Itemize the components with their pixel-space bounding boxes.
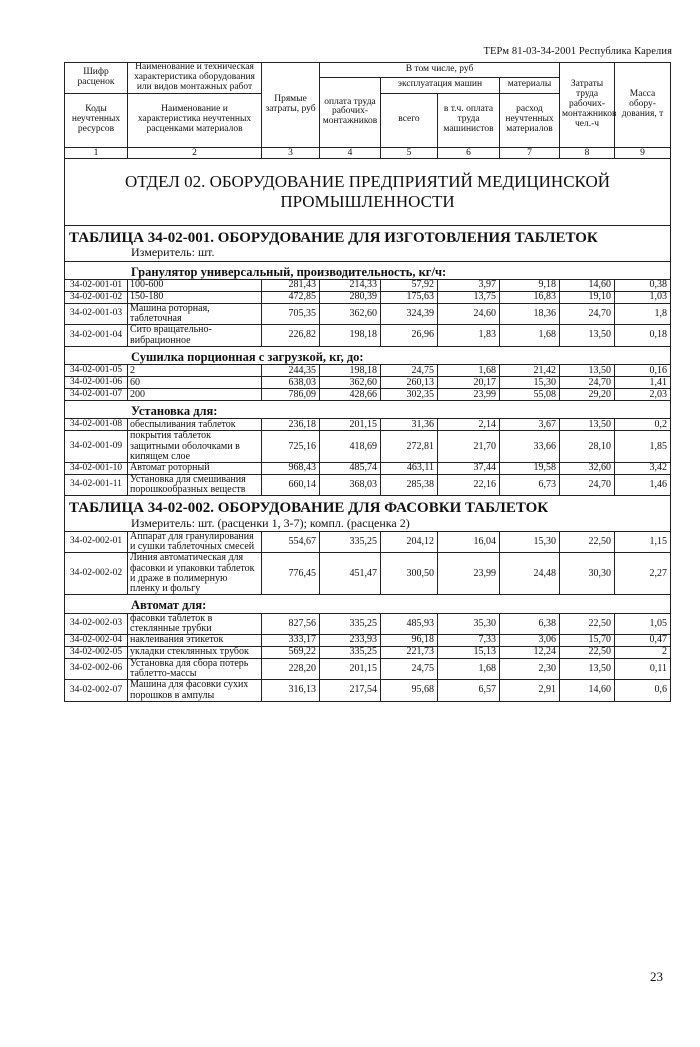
cell-name: Установка для смешивания порошкообразных веществ [128, 475, 262, 496]
table-row [65, 377, 671, 389]
cell-labor-cost: 30,30 [560, 553, 615, 595]
cell-machines-total: 24,75 [381, 658, 438, 679]
header-labor-costs: Затраты труда рабочих-монтажников чел.-ч [560, 63, 615, 148]
header-machines-labor: в т.ч. оплата труда машинистов [438, 93, 500, 147]
table-row [65, 365, 671, 377]
column-number: 1 [65, 147, 128, 158]
header-including: В том числе, руб [320, 63, 560, 78]
table2-unit: Измеритель: шт. (расценки 1, 3-7); компл. (расценка 2) [131, 515, 410, 530]
cell-machines-labor: 23,99 [438, 389, 500, 401]
cell-mass: 0,47 [615, 634, 671, 646]
cell-direct-cost: 316,13 [262, 680, 320, 701]
cell-materials: 3,06 [500, 634, 560, 646]
cell-machines-labor: 15,13 [438, 646, 500, 658]
cell-materials: 55,08 [500, 389, 560, 401]
cell-machines-labor: 37,44 [438, 463, 500, 475]
header-direct-costs: Прямые затраты, руб [262, 63, 320, 148]
cell-mass: 1,85 [615, 431, 671, 463]
cell-materials: 16,83 [500, 291, 560, 303]
table-row [65, 475, 671, 496]
cell-machines-labor: 23,99 [438, 553, 500, 595]
cell-code: 34-02-001-03 [65, 303, 128, 324]
column-number: 9 [615, 147, 671, 158]
cell-code: 34-02-002-03 [65, 613, 128, 634]
cell-labor-cost: 15,70 [560, 634, 615, 646]
cell-machines-total: 175,63 [381, 291, 438, 303]
cell-name: Линия автоматическая для фасовки и упаковки таблеток и драже в полимерную пленку и фольгу [128, 553, 262, 595]
cell-labor-cost: 32,60 [560, 463, 615, 475]
cell-labor-cost: 14,60 [560, 279, 615, 291]
cell-mass: 0,16 [615, 365, 671, 377]
cell-machines-total: 26,96 [381, 325, 438, 346]
table-row [65, 463, 671, 475]
cell-direct-cost: 786,09 [262, 389, 320, 401]
cell-labor-cost: 22,50 [560, 532, 615, 553]
cell-materials: 12,24 [500, 646, 560, 658]
cell-labor-pay: 335,25 [320, 646, 381, 658]
cell-name: покрытия таблеток защитными оболочками в кипящем слое [128, 431, 262, 463]
table-row [65, 279, 671, 291]
cell-labor-pay: 418,69 [320, 431, 381, 463]
cell-direct-cost: 236,18 [262, 419, 320, 431]
cell-direct-cost: 554,67 [262, 532, 320, 553]
column-number: 8 [560, 147, 615, 158]
table-row [65, 634, 671, 646]
cell-mass: 2,27 [615, 553, 671, 595]
cell-machines-total: 285,38 [381, 475, 438, 496]
cell-name: 150-180 [128, 291, 262, 303]
cell-direct-cost: 226,82 [262, 325, 320, 346]
cell-direct-cost: 725,16 [262, 431, 320, 463]
table-row [65, 325, 671, 346]
cell-code: 34-02-002-06 [65, 658, 128, 679]
cell-direct-cost: 244,35 [262, 365, 320, 377]
cell-labor-pay: 451,47 [320, 553, 381, 595]
cell-machines-labor: 13,75 [438, 291, 500, 303]
cell-direct-cost: 472,85 [262, 291, 320, 303]
table-row [65, 680, 671, 701]
cell-materials: 2,30 [500, 658, 560, 679]
cell-labor-pay: 335,25 [320, 532, 381, 553]
cell-machines-labor: 6,57 [438, 680, 500, 701]
table-row [65, 553, 671, 595]
header-machines: эксплуатация машин [381, 78, 500, 94]
cell-labor-pay: 362,60 [320, 303, 381, 324]
table2-title: ТАБЛИЦА 34-02-002. ОБОРУДОВАНИЕ ДЛЯ ФАСОВКИ ТАБЛЕТОК [69, 500, 549, 517]
cell-direct-cost: 228,20 [262, 658, 320, 679]
cell-mass: 1,03 [615, 291, 671, 303]
cell-machines-total: 463,11 [381, 463, 438, 475]
cell-machines-labor: 35,30 [438, 613, 500, 634]
cell-mass: 0,2 [615, 419, 671, 431]
header-labor-pay: оплата труда рабочих-монтажников [320, 78, 381, 148]
header-mass: Масса обору-дования, т [615, 63, 671, 148]
table-row [65, 419, 671, 431]
cell-mass: 1,05 [615, 613, 671, 634]
cell-code: 34-02-001-11 [65, 475, 128, 496]
cell-code: 34-02-002-07 [65, 680, 128, 701]
cell-materials: 9,18 [500, 279, 560, 291]
group-heading: Автомат для: [131, 598, 207, 613]
cell-machines-total: 31,36 [381, 419, 438, 431]
cell-materials: 21,42 [500, 365, 560, 377]
cell-labor-pay: 201,15 [320, 419, 381, 431]
page-number: 23 [650, 969, 663, 984]
cell-materials: 6,38 [500, 613, 560, 634]
cell-labor-cost: 22,50 [560, 613, 615, 634]
cell-labor-cost: 24,70 [560, 475, 615, 496]
cell-mass: 0,18 [615, 325, 671, 346]
cell-machines-labor: 1,83 [438, 325, 500, 346]
cell-labor-pay: 233,93 [320, 634, 381, 646]
cell-labor-pay: 362,60 [320, 377, 381, 389]
column-number: 5 [381, 147, 438, 158]
cell-name: укладки стеклянных трубок [128, 646, 262, 658]
table-row [65, 646, 671, 658]
group-heading: Установка для: [131, 404, 218, 419]
cell-code: 34-02-002-04 [65, 634, 128, 646]
cell-labor-cost: 22,50 [560, 646, 615, 658]
cell-machines-labor: 24,60 [438, 303, 500, 324]
cell-machines-labor: 7,33 [438, 634, 500, 646]
table-row [65, 431, 671, 463]
column-number: 3 [262, 147, 320, 158]
cell-machines-total: 302,35 [381, 389, 438, 401]
cell-mass: 1,15 [615, 532, 671, 553]
group-heading: Гранулятор универсальный, производительность, кг/ч: [131, 264, 447, 279]
cell-materials: 15,30 [500, 377, 560, 389]
cell-mass: 3,42 [615, 463, 671, 475]
cell-materials: 3,67 [500, 419, 560, 431]
cell-direct-cost: 776,45 [262, 553, 320, 595]
cell-labor-pay: 368,03 [320, 475, 381, 496]
rates-table [64, 62, 671, 702]
cell-labor-pay: 198,18 [320, 365, 381, 377]
cell-name: наклеивания этикеток [128, 634, 262, 646]
cell-labor-cost: 13,50 [560, 419, 615, 431]
cell-machines-total: 324,39 [381, 303, 438, 324]
cell-name: фасовки таблеток в стеклянные трубки [128, 613, 262, 634]
cell-labor-pay: 485,74 [320, 463, 381, 475]
cell-machines-labor: 1,68 [438, 365, 500, 377]
cell-direct-cost: 660,14 [262, 475, 320, 496]
cell-code: 34-02-001-07 [65, 389, 128, 401]
cell-machines-labor: 2,14 [438, 419, 500, 431]
cell-labor-pay: 428,66 [320, 389, 381, 401]
cell-labor-cost: 24,70 [560, 303, 615, 324]
cell-machines-total: 485,93 [381, 613, 438, 634]
cell-labor-cost: 13,50 [560, 325, 615, 346]
cell-mass: 0,6 [615, 680, 671, 701]
cell-direct-cost: 705,35 [262, 303, 320, 324]
column-number: 2 [128, 147, 262, 158]
cell-machines-total: 260,13 [381, 377, 438, 389]
cell-name: 100-600 [128, 279, 262, 291]
cell-labor-pay: 198,18 [320, 325, 381, 346]
cell-name: Машина роторная, таблеточная [128, 303, 262, 324]
cell-name: 60 [128, 377, 262, 389]
cell-materials: 2,91 [500, 680, 560, 701]
cell-labor-cost: 13,50 [560, 365, 615, 377]
column-number-row [65, 147, 671, 158]
column-number: 4 [320, 147, 381, 158]
cell-machines-labor: 16,04 [438, 532, 500, 553]
cell-machines-total: 272,81 [381, 431, 438, 463]
cell-materials: 19,58 [500, 463, 560, 475]
cell-labor-pay: 280,39 [320, 291, 381, 303]
cell-mass: 2,03 [615, 389, 671, 401]
cell-machines-labor: 3,97 [438, 279, 500, 291]
cell-direct-cost: 827,56 [262, 613, 320, 634]
cell-machines-total: 95,68 [381, 680, 438, 701]
cell-code: 34-02-001-04 [65, 325, 128, 346]
cell-materials: 18,36 [500, 303, 560, 324]
cell-name: Сито вращательно-вибрационное [128, 325, 262, 346]
cell-mass: 0,11 [615, 658, 671, 679]
cell-materials: 24,48 [500, 553, 560, 595]
cell-labor-cost: 19,10 [560, 291, 615, 303]
table1-title: ТАБЛИЦА 34-02-001. ОБОРУДОВАНИЕ ДЛЯ ИЗГОТОВЛЕНИЯ ТАБЛЕТОК [69, 229, 598, 246]
cell-labor-cost: 13,50 [560, 658, 615, 679]
cell-code: 34-02-001-08 [65, 419, 128, 431]
cell-machines-labor: 1,68 [438, 658, 500, 679]
group-heading: Сушилка порционная с загрузкой, кг, до: [131, 349, 364, 364]
table1-unit: Измеритель: шт. [131, 245, 215, 260]
header-machines-total: всего [381, 93, 438, 147]
header-code-bottom: Коды неучтенных ресурсов [65, 93, 128, 147]
cell-labor-pay: 335,25 [320, 613, 381, 634]
table-row [65, 291, 671, 303]
cell-mass: 2 [615, 646, 671, 658]
cell-direct-cost: 333,17 [262, 634, 320, 646]
table-row [65, 613, 671, 634]
cell-machines-labor: 21,70 [438, 431, 500, 463]
header-materials: материалы [500, 78, 560, 94]
header-name-bottom: Наименование и характеристика неучтенных расценками материалов [128, 93, 262, 147]
cell-name: 200 [128, 389, 262, 401]
cell-machines-labor: 20,17 [438, 377, 500, 389]
cell-mass: 1,46 [615, 475, 671, 496]
cell-materials: 15,30 [500, 532, 560, 553]
cell-labor-cost: 29,20 [560, 389, 615, 401]
cell-code: 34-02-001-06 [65, 377, 128, 389]
header-name-top: Наименование и техническая характеристика оборудования или видов монтажных работ [128, 63, 262, 94]
cell-name: Установка для сбора потерь таблетто-массы [128, 658, 262, 679]
cell-machines-total: 204,12 [381, 532, 438, 553]
header-code-top: Шифр расценок [65, 63, 128, 94]
cell-code: 34-02-001-09 [65, 431, 128, 463]
cell-machines-total: 57,92 [381, 279, 438, 291]
cell-machines-total: 96,18 [381, 634, 438, 646]
cell-code: 34-02-001-01 [65, 279, 128, 291]
cell-labor-cost: 28,10 [560, 431, 615, 463]
cell-labor-pay: 217,54 [320, 680, 381, 701]
cell-name: Машина для фасовки сухих порошков в ампулы [128, 680, 262, 701]
cell-materials: 1,68 [500, 325, 560, 346]
cell-materials: 6,73 [500, 475, 560, 496]
table-row [65, 303, 671, 324]
cell-machines-total: 24,75 [381, 365, 438, 377]
table-row [65, 389, 671, 401]
cell-name: Автомат роторный [128, 463, 262, 475]
cell-direct-cost: 968,43 [262, 463, 320, 475]
cell-code: 34-02-002-05 [65, 646, 128, 658]
cell-code: 34-02-002-02 [65, 553, 128, 595]
cell-labor-cost: 14,60 [560, 680, 615, 701]
cell-labor-pay: 214,33 [320, 279, 381, 291]
section-title: ОТДЕЛ 02. ОБОРУДОВАНИЕ ПРЕДПРИЯТИЙ МЕДИЦИНСКОЙ ПРОМЫШЛЕННОСТИ [65, 158, 671, 225]
column-number: 7 [500, 147, 560, 158]
cell-name: 2 [128, 365, 262, 377]
cell-materials: 33,66 [500, 431, 560, 463]
cell-direct-cost: 281,43 [262, 279, 320, 291]
cell-code: 34-02-002-01 [65, 532, 128, 553]
cell-code: 34-02-001-05 [65, 365, 128, 377]
table-row [65, 658, 671, 679]
cell-code: 34-02-001-02 [65, 291, 128, 303]
cell-code: 34-02-001-10 [65, 463, 128, 475]
cell-labor-cost: 24,70 [560, 377, 615, 389]
cell-mass: 0,38 [615, 279, 671, 291]
document-body [64, 62, 670, 702]
cell-mass: 1,8 [615, 303, 671, 324]
cell-machines-total: 300,50 [381, 553, 438, 595]
cell-direct-cost: 569,22 [262, 646, 320, 658]
column-number: 6 [438, 147, 500, 158]
cell-machines-labor: 22,16 [438, 475, 500, 496]
running-header: ТЕРм 81-03-34-2001 Республика Карелия [483, 46, 672, 57]
header-materials-unaccounted: расход неучтенных материалов [500, 93, 560, 147]
cell-machines-total: 221,73 [381, 646, 438, 658]
cell-direct-cost: 638,03 [262, 377, 320, 389]
cell-name: обеспыливания таблеток [128, 419, 262, 431]
cell-mass: 1,41 [615, 377, 671, 389]
table-row [65, 532, 671, 553]
cell-name: Аппарат для гранулирования и сушки таблеточных смесей [128, 532, 262, 553]
cell-labor-pay: 201,15 [320, 658, 381, 679]
